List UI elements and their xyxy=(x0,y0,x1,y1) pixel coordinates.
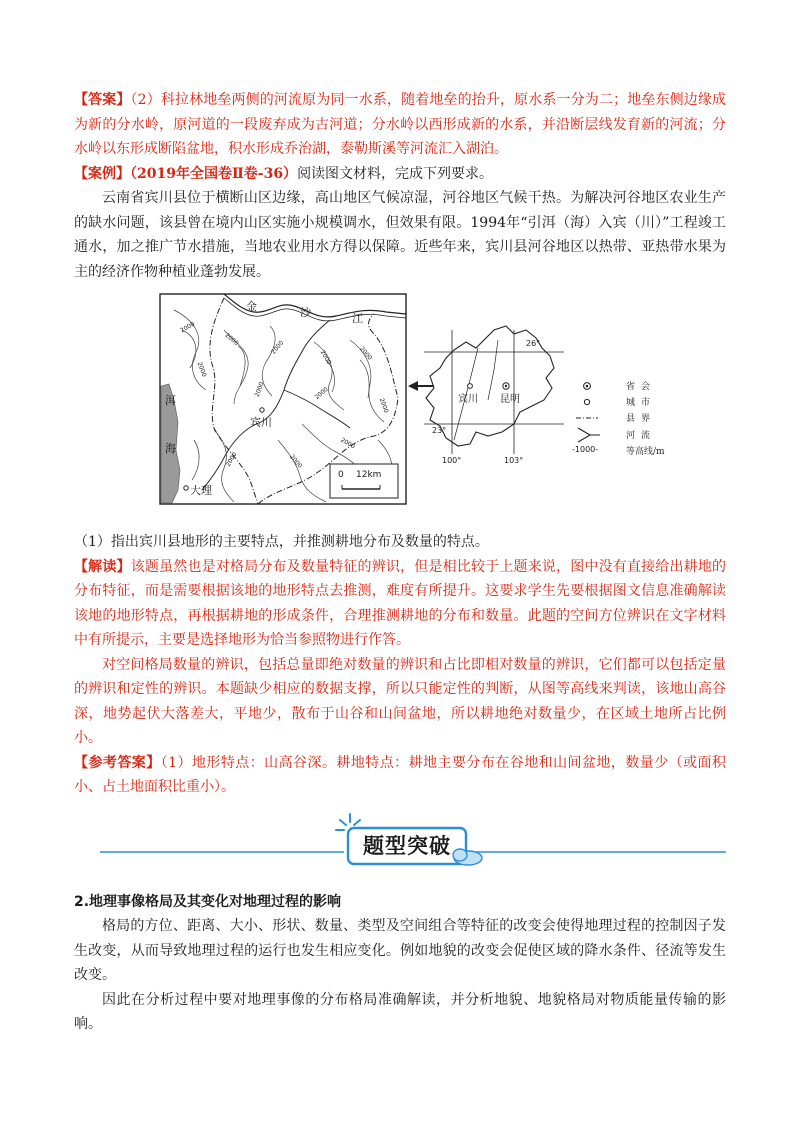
document-page xyxy=(74,88,726,1037)
contour-label: 2000 xyxy=(339,436,357,451)
contour-label: 2000 xyxy=(179,320,197,335)
legend-city-label: 城市 xyxy=(626,398,657,408)
analysis-tag: 【解读】 xyxy=(74,558,131,575)
contour-label: 2000 xyxy=(377,397,390,414)
legend-contour-sample: -1000- xyxy=(572,445,599,454)
legend-capital-label: 省会 xyxy=(626,382,657,392)
case-source: （2019年全国卷Ⅱ卷-36） xyxy=(130,165,298,182)
label-hai: 海 xyxy=(165,442,176,455)
legend-city-icon xyxy=(584,399,589,404)
scale-km-label: 12km xyxy=(356,470,382,480)
legend-contour-label: 等高线/m xyxy=(626,447,665,457)
contour-label: 2000 xyxy=(318,349,333,366)
case-intro: 阅读图文材料，完成下列要求。 xyxy=(297,165,494,182)
case-header xyxy=(74,162,726,187)
inset-label-kunming: 昆明 xyxy=(500,394,520,405)
analysis-paragraph-2: 对空间格局数量的辨识，包括总量即绝对数量的辨识和占比即相对数量的辨识，它们都可以包括定量的辨识和定性的辨识。本题缺少相应的数据支撑，所以只能定性的判断，从图等高线来判读，该地山高谷深，地势起伏大落差大，平地少，散布于山谷和山间盆地，所以耕地绝对数量少，在区域土地所占比例小。 xyxy=(74,656,726,746)
section-2-paragraph-1: 格局的方位、距离、大小、形状、数量、类型及空间组合等特征的改变会使得地理过程的控制因子发生改变，从而导致地理过程的运行也发生相应变化。例如地貌的改变会促使区域的降水条件、径流等发生改变。 xyxy=(74,918,726,983)
analysis-text-1: 该题虽然也是对格局分布及数量特征的辨识，但是相比较于上题来说，图中没有直接给出耕地的分布特征，而是需要根据该地的地形特点去推测，难度有所提升。这要求学生先要根据图文信息准确解读该地的地形特点，再根据耕地的形成条件，合理推测耕地的分布和数量。此题的空间方位辨识在文字材料中有所提示，主要是选择地形为恰当参照物进行作答。 xyxy=(74,558,727,648)
inset-label-lat23: 23° xyxy=(432,426,447,435)
pointer-arrow-head xyxy=(408,381,418,391)
legend-border-label: 县界 xyxy=(626,414,657,424)
case-body: 云南省宾川县位于横断山区边缘，高山地区气候凉湿，河谷地区气候干热。为解决河谷地区农业生产的缺水问题，该县曾在境内山区实施小规模调水，但效果有限。1994年“引洱（海）入宾（川）”工程竣工通水，加之推广节水措施，当地农业用水方得以保障。近些年来，宾川县河谷地区以热带、亚热带水果为主的经济作物种植业蓬勃发展。 xyxy=(74,190,726,280)
map-legend xyxy=(576,383,600,442)
section-banner xyxy=(74,806,726,872)
legend-river-icon xyxy=(578,428,600,442)
scale-zero-label: 0 xyxy=(338,470,344,480)
answer-tag: 【答案】 xyxy=(74,92,131,108)
legend-river-label: 河流 xyxy=(626,431,657,441)
case-tag: 【案例】 xyxy=(74,165,130,182)
section-2-heading: 2.地理事像格局及其变化对地理过程的影响 xyxy=(74,893,342,910)
section-2-paragraph-2: 因此在分析过程中要对地理事像的分布格局准确解读，并分析地貌、地貌格局对物质能量传输的影响。 xyxy=(74,991,726,1032)
label-sha: 沙 xyxy=(300,306,311,319)
contour-label: 2000 xyxy=(270,339,286,356)
reference-answer xyxy=(74,751,726,800)
contour-label: 2000 xyxy=(223,331,240,348)
inset-binchuan-marker xyxy=(468,384,473,389)
reference-answer-tag: 【参考答案】 xyxy=(74,754,161,771)
label-jin: 金 xyxy=(246,300,257,313)
binchuan-map-figure xyxy=(74,290,726,522)
dali-city-marker xyxy=(184,486,188,490)
binchuan-city-marker xyxy=(260,408,264,412)
reference-answer-text: （1）地形特点：山高谷深。耕地特点：耕地主要分布在谷地和山间盆地，数量少（或面积小、占土地面积比重小）。 xyxy=(74,754,727,795)
label-jiang: 江 xyxy=(352,312,363,325)
question-1: （1）指出宾川县地形的主要特点，并推测耕地分布及数量的特点。 xyxy=(74,534,489,550)
contour-label: 2000 xyxy=(224,451,239,468)
analysis-paragraph-1 xyxy=(74,555,726,653)
inset-label-lat26: 26° xyxy=(526,339,541,348)
answer-paragraph xyxy=(74,88,726,162)
banner-title: 题型突破 xyxy=(363,833,451,858)
label-dali: 大理 xyxy=(190,484,212,497)
inset-label-binchuan: 宾川 xyxy=(458,394,478,405)
contour-label: 2000 xyxy=(195,361,208,378)
contour-label: 2000 xyxy=(253,381,266,398)
contour-label: 2000 xyxy=(358,345,374,362)
contour-label: 2000 xyxy=(288,453,304,470)
inset-label-lon103: 103° xyxy=(504,456,524,465)
inset-label-lon100: 100° xyxy=(442,456,462,465)
contour-label: 2000 xyxy=(313,385,330,402)
label-binchuan: 宾川 xyxy=(250,416,272,429)
label-er: 洱 xyxy=(165,394,176,407)
answer-text: （2）科拉林地垒两侧的河流原为同一水系，随着地垒的抬升，原水系一分为二；地垒东侧边缘成为新的分水岭，原河道的一段废弃成为古河道；分水岭以西形成新的水系，并沿断层线发育新的河流；分水岭以东形成断陷盆地，积水形成乔治湖，泰勒斯溪等河流汇入湖泊。 xyxy=(74,92,726,157)
